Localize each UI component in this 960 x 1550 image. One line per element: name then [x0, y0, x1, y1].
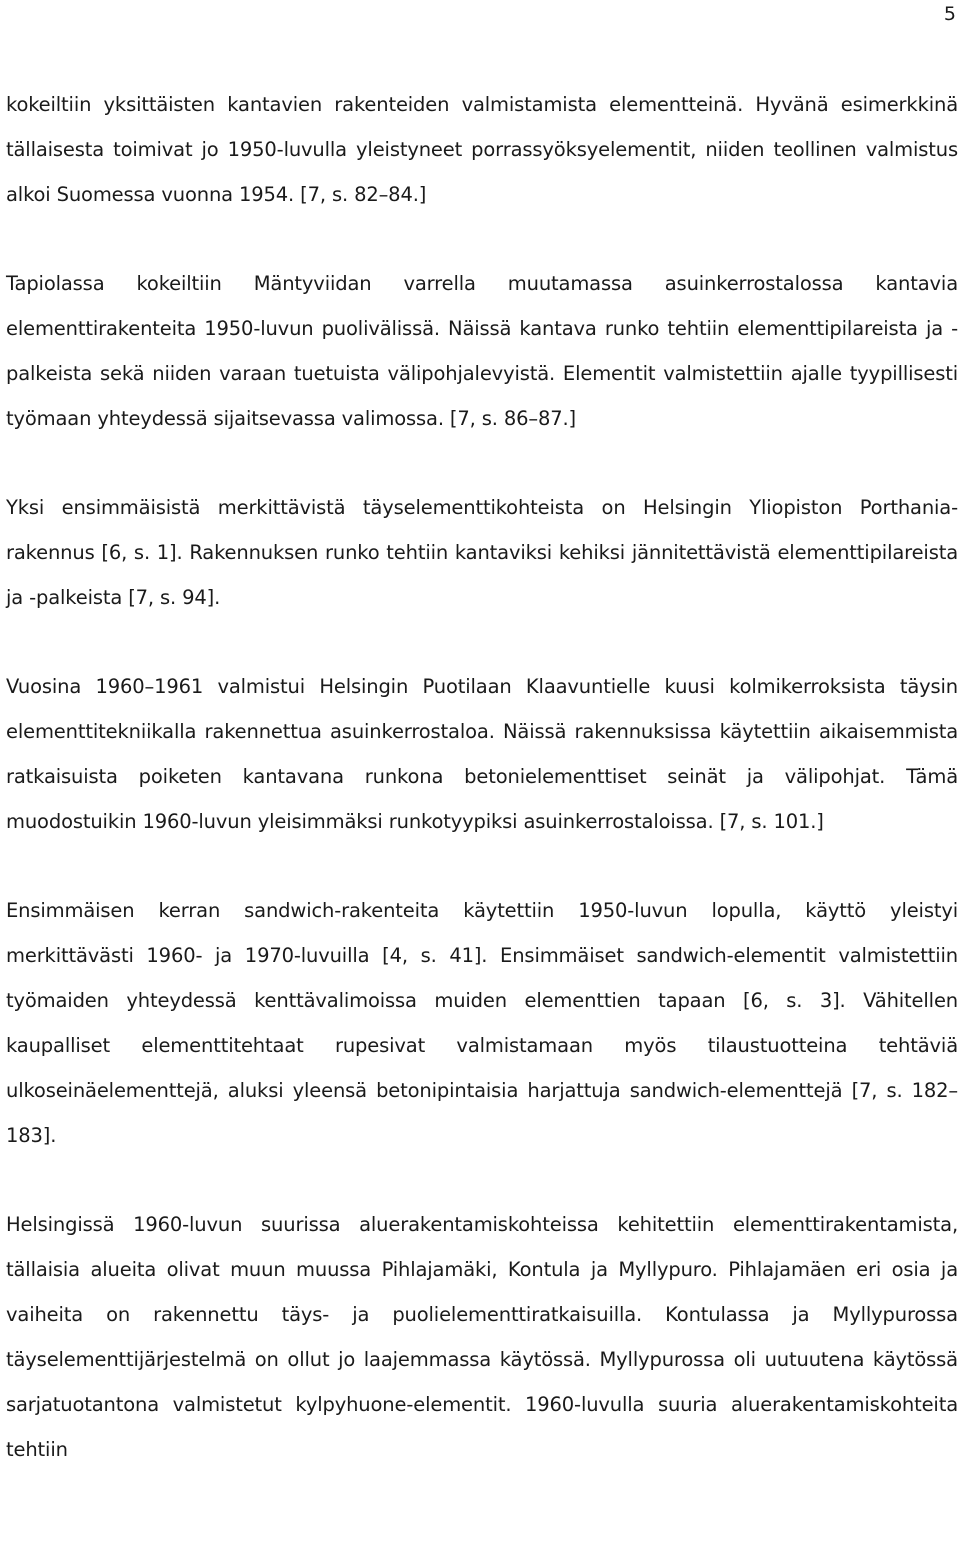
paragraph-5: Ensimmäisen kerran sandwich-rakenteita käytettiin 1950-luvun lopulla, käyttö yleistyi merkittävästi 1960- ja 1970-luvuilla [4, s. 41]. Ensimmäiset sandwich-elementit valmistettiin työmaiden yhteydessä kenttävalimoissa muiden elementtien tapaan [6, s. 3]. Vähitellen kaupalliset elementtitehtaat rupesivat valmistamaan myös tilaustuotteina tehtäviä ulkoseinäelementtejä, aluksi yleensä betonipintaisia harjattuja sandwich-elementtejä [7, s. 182–183]. — [6, 899, 958, 1147]
paragraph-3: Yksi ensimmäisistä merkittävistä täyselementtikohteista on Helsingin Yliopiston Porthania-rakennus [6, s. 1]. Rakennuksen runko tehtiin kantaviksi kehiksi jännitettävistä elementtipilareista ja -palkeista [7, s. 94]. — [6, 496, 958, 609]
page-number: 5 — [943, 3, 956, 25]
paragraph-1: kokeiltiin yksittäisten kantavien rakenteiden valmistamista elementteinä. Hyvänä esimerkkinä tällaisesta toimivat jo 1950-luvulla yleistyneet porrassyöksyelementit, niiden teollinen valmistus alkoi Suomessa vuonna 1954. [7, s. 82–84.] — [6, 93, 958, 206]
document-body — [6, 82, 958, 1472]
paragraph-6: Helsingissä 1960-luvun suurissa aluerakentamiskohteissa kehitettiin elementtirakentamista, tällaisia alueita olivat muun muussa Pihlajamäki, Kontula ja Myllypuro. Pihlajamäen eri osia ja vaiheita on rakennettu täys- ja puolielementtiratkaisuilla. Kontulassa ja Myllypurossa täyselementtijärjestelmä on ollut jo laajemmassa käytössä. Myllypurossa oli uutuutena käytössä sarjatuotantona valmistetut kylpyhuone-elementit. 1960-luvulla suuria aluerakentamiskohteita tehtiin — [6, 1213, 958, 1461]
paragraph-4: Vuosina 1960–1961 valmistui Helsingin Puotilaan Klaavuntielle kuusi kolmikerroksista täysin elementtitekniikalla rakennettua asuinkerrostaloa. Näissä rakennuksissa käytettiin aikaisemmista ratkaisuista poiketen kantavana runkona betonielementtiset seinät ja välipohjat. Tämä muodostuikin 1960-luvun yleisimmäksi runkotyypiksi asuinkerrostaloissa. [7, s. 101.] — [6, 675, 958, 833]
paragraph-2: Tapiolassa kokeiltiin Mäntyviidan varrella muutamassa asuinkerrostalossa kantavia elementtirakenteita 1950-luvun puolivälissä. Näissä kantava runko tehtiin elementtipilareista ja -palkeista sekä niiden varaan tuetuista välipohjalevyistä. Elementit valmistettiin ajalle tyypillisesti työmaan yhteydessä sijaitsevassa valimossa. [7, s. 86–87.] — [6, 272, 958, 430]
